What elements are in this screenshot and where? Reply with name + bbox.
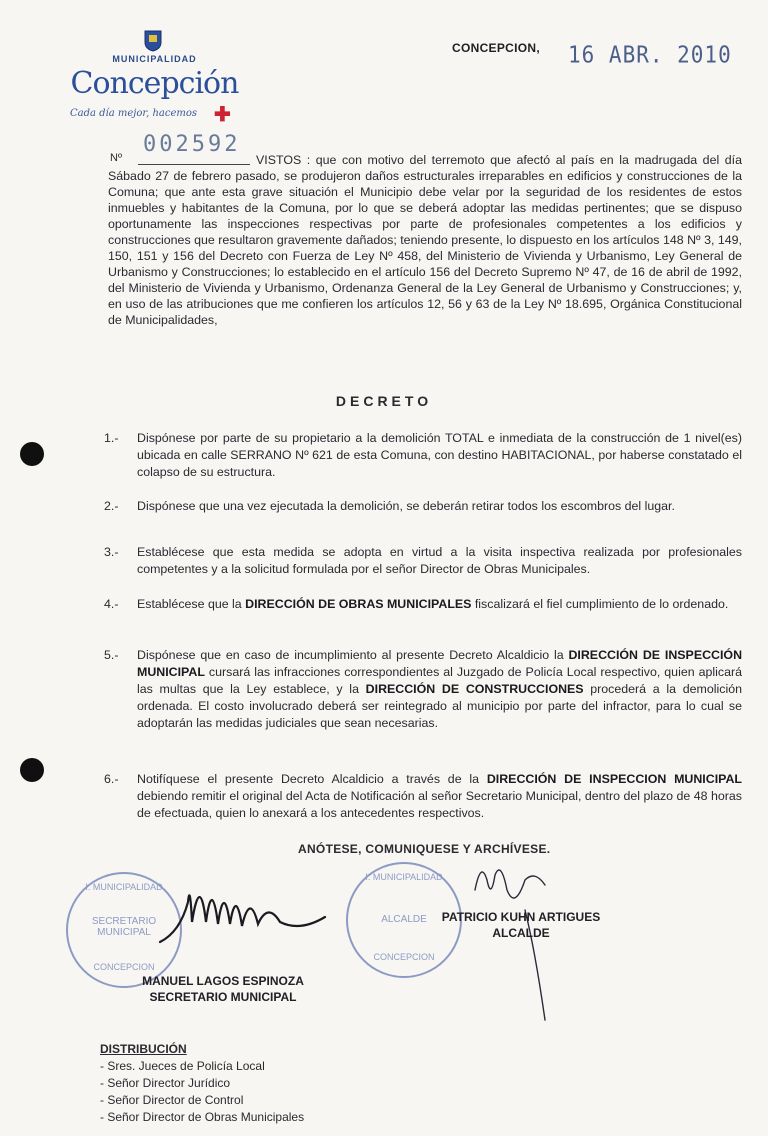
- seal-ring-top: I. MUNICIPALIDAD: [85, 882, 163, 892]
- distribution-title: DISTRIBUCIÓN: [100, 1042, 187, 1056]
- bold-entity: DIRECCIÓN DE INSPECCIÓN MUNICIPAL: [137, 648, 743, 679]
- vistos-paragraph: VISTOS : que con motivo del terremoto que afectó al país en la madrugada del día Sábado 27 de febrero pasado, se produjeron daños estructurales irreparables en edificios y construcciones de la Comuna; que ante esta grave situación el Municipio debe velar por la seguridad de los residentes de estos inmuebles y habitantes de la Comuna, por lo que se deberá adoptar las medidas pertinentes; que se dispuso oportunamente las inspecciones respectivas por parte de profesionales competentes a los edificios y construcciones que resultaron gravemente dañados; teniendo presente, lo dispuesto en los artículos 148 Nº 3, 149, 150, 151 y 156 del Decreto con Fuerza de Ley Nº 458, del Ministerio de Vivienda y Urbanismo, Ley General de Urbanismo y Construcciones; lo establecido en el artículo 156 del Decreto Supremo Nº 47, de 16 de abril de 1992, del Ministerio de Vivienda y Urbanismo, Ordenanza General de la Ley General de Urbanismo y Construcciones; y, en uso de las atribuciones que me confieren los artículos 12, 56 y 63 de la Ley Nº 18.695, Orgánica Constitucional de Municipalidades,: [108, 153, 742, 327]
- item-number: 5.-: [104, 648, 119, 662]
- seal-center: ALCALDE: [381, 914, 427, 925]
- decree-number-label: Nº: [110, 152, 122, 164]
- distribution-item: - Sres. Jueces de Policía Local: [100, 1059, 265, 1073]
- distribution-item: - Señor Director Jurídico: [100, 1076, 231, 1090]
- item-text: Establécese que esta medida se adopta en virtud a la visita inspectiva realizada por profesionales competentes y a la solicitud formulada por el señor Director de Obras Municipales.: [137, 545, 742, 576]
- decree-item-5: [104, 647, 742, 732]
- logo-name: Concepción: [70, 66, 239, 101]
- bold-entity: DIRECCIÓN DE OBRAS MUNICIPALES: [245, 597, 472, 611]
- punch-hole-bottom: [20, 758, 44, 782]
- mayor-title: ALCALDE: [492, 926, 550, 940]
- item-number: 6.-: [104, 772, 119, 786]
- decree-number: 002592: [143, 132, 241, 157]
- city-label: CONCEPCION,: [452, 41, 540, 55]
- item-number: 2.-: [104, 499, 119, 513]
- decree-item-1: [104, 430, 742, 481]
- secretary-signature: [150, 862, 350, 962]
- item-number: 4.-: [104, 597, 119, 611]
- punch-hole-top: [20, 442, 44, 466]
- item-number: 3.-: [104, 545, 119, 559]
- item-text: Establécese que la DIRECCIÓN DE OBRAS MUNICIPALES fiscalizará el fiel cumplimiento de lo ordenado.: [137, 597, 729, 611]
- municipality-logo: [62, 30, 247, 140]
- item-text: Dispónese por parte de su propietario a la demolición TOTAL e inmediata de la construcción de 1 nivel(es) ubicada en calle SERRANO Nº 621 de esta Comuna, con destino HABITACIONAL, por haberse constatado el colapso de su estructura.: [137, 431, 742, 479]
- decree-item-4: [104, 596, 742, 613]
- item-text: Dispónese que una vez ejecutada la demolición, se deberán retirar todos los escombros del lugar.: [137, 499, 675, 513]
- distribution-item: - Señor Director de Control: [100, 1093, 244, 1107]
- logo-top-word: MUNICIPALIDAD: [112, 54, 197, 64]
- logo-cross-icon: ✚: [214, 104, 231, 126]
- item-text: Notifíquese el presente Decreto Alcaldicio a través de la DIRECCIÓN DE INSPECCION MUNICIPAL debiendo remitir el original del Acta de Notificación al señor Secretario Municipal, dentro del plazo de 48 horas de efectuada, quien lo anexará a los antecedentes respectivos.: [137, 772, 743, 820]
- coat-of-arms-icon: [144, 30, 162, 52]
- item-text: Dispónese que en caso de incumplimiento al presente Decreto Alcaldicio la DIRECCIÓN DE INSPECCIÓN MUNICIPAL cursará las infracciones correspondientes al Juzgado de Policía Local respectivo, quien aplicará las multas que la Ley establece, y la DIRECCIÓN DE CONSTRUCCIONES procederá a la demolición ordenada. El costo involucrado deberá ser reintegrado al municipio por parte del infractor, para lo cual se adoptarán las medidas judiciales que sean necesarias.: [137, 648, 743, 730]
- decree-item-3: [104, 544, 742, 578]
- seal-ring-top: I. MUNICIPALIDAD: [365, 872, 443, 882]
- decree-item-6: [104, 771, 742, 822]
- distribution-item: - Señor Director de Obras Municipales: [100, 1110, 305, 1124]
- secretary-title: SECRETARIO MUNICIPAL: [149, 990, 297, 1004]
- decreto-title: DECRETO: [335, 393, 433, 409]
- item-number: 1.-: [104, 431, 119, 445]
- closing-formula: ANÓTESE, COMUNIQUESE Y ARCHÍVESE.: [298, 842, 551, 856]
- logo-tagline: Cada día mejor, hacemos: [70, 108, 198, 119]
- seal-ring-bottom: CONCEPCION: [93, 962, 155, 972]
- bold-entity: DIRECCIÓN DE CONSTRUCCIONES: [365, 682, 584, 696]
- seal-center: SECRETARIO MUNICIPAL: [91, 916, 157, 938]
- mayor-name: PATRICIO KUHN ARTIGUES: [441, 910, 601, 924]
- mayor-signature: [455, 850, 565, 1030]
- date-stamp: 16 ABR. 2010: [568, 41, 732, 69]
- seal-ring-bottom: CONCEPCION: [373, 952, 435, 962]
- secretary-name: MANUEL LAGOS ESPINOZA: [142, 974, 304, 988]
- decree-item-2: [104, 498, 742, 515]
- bold-entity: DIRECCIÓN DE INSPECCION MUNICIPAL: [486, 772, 743, 786]
